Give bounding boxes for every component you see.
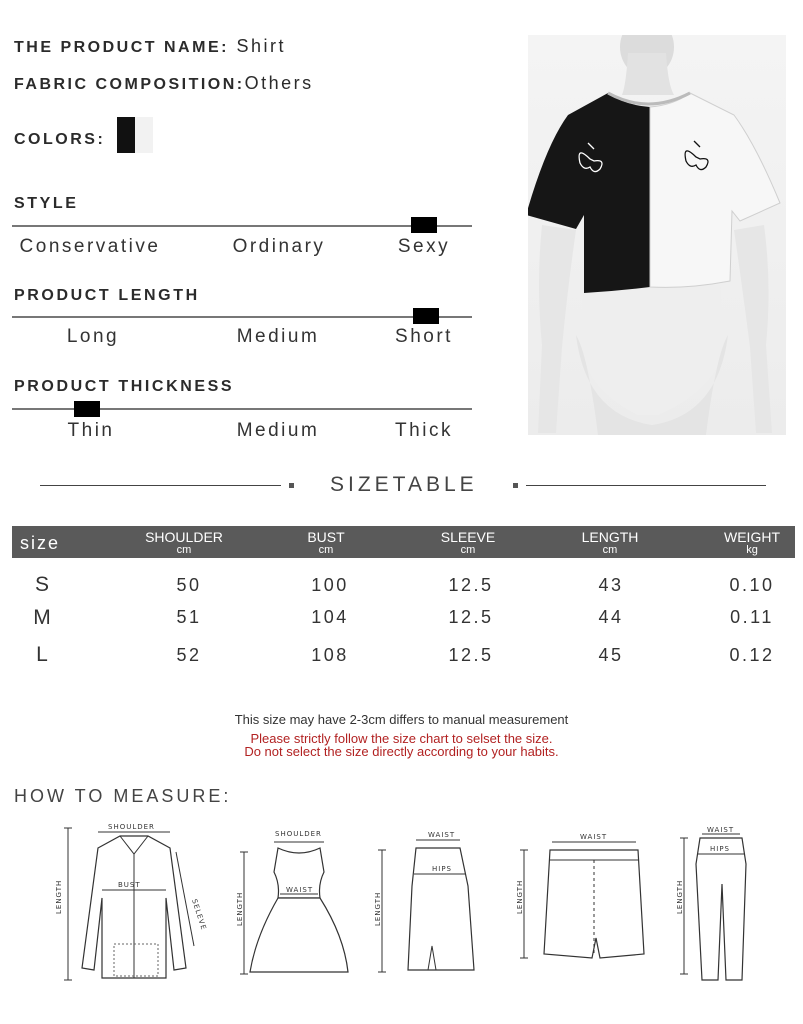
sizetable-dot-left [289,483,294,488]
table-cell-weight: 0.12 [729,645,775,665]
thickness-selected-marker [74,401,100,417]
table-cell-size: M [33,606,51,629]
shirt-length-label: LENGTH [55,879,63,914]
skirt-waist-label: WAIST [428,831,456,839]
length-option-short: Short [395,326,453,347]
thickness-option-thick: Thick [395,420,453,441]
shirt-measure-diagram [50,818,225,988]
pants-measure-diagram [672,824,782,988]
sizetable-rule-left [40,485,281,486]
dress-measure-diagram [232,824,352,988]
table-cell-shoulder: 52 [176,645,202,665]
skirt-hips-label: HIPS [432,865,452,873]
style-option-ordinary: Ordinary [232,236,326,257]
header-length: LENGTH cm [581,529,639,556]
header-bust: BUST cm [307,529,345,556]
shirt-sleeve-label: SELEVE [190,898,208,932]
shorts-waist-label: WAIST [580,833,608,841]
table-cell-length: 44 [598,607,624,627]
table-cell-size: L [36,643,48,666]
fabric-line [14,73,314,94]
mannequin-illustration [528,35,786,435]
style-scale-line [12,225,472,227]
pants-hips-label: HIPS [710,845,730,853]
dress-length-label: LENGTH [236,891,244,926]
note-follow-chart: Please strictly follow the size chart to selset the size. [250,731,553,746]
table-cell-sleeve: 12.5 [448,575,494,595]
sizetable-dot-right [513,483,518,488]
fabric-label: FABRIC COMPOSITION: [14,76,245,93]
length-selected-marker [413,308,439,324]
pants-length-label: LENGTH [676,879,684,914]
table-cell-bust: 104 [311,607,349,627]
product-photo [528,35,786,435]
length-option-long: Long [66,326,120,347]
thickness-title: PRODUCT THICKNESS [14,378,235,395]
length-option-medium: Medium [236,326,320,347]
thickness-option-thin: Thin [67,420,115,441]
table-cell-weight: 0.11 [730,607,774,627]
table-cell-length: 43 [598,575,624,595]
dress-waist-label: WAIST [286,886,314,894]
sizetable-title: SIZETABLE [330,473,478,496]
dress-shoulder-label: SHOULDER [275,830,322,838]
color-swatch-white[interactable] [135,117,153,153]
how-to-measure-title: HOW TO MEASURE: [14,786,232,806]
thickness-option-medium: Medium [236,420,320,441]
color-swatch-black[interactable] [117,117,135,153]
style-title: STYLE [14,195,79,212]
style-selected-marker [411,217,437,233]
skirt-length-label: LENGTH [374,891,382,926]
header-weight: WEIGHT kg [724,529,780,556]
fabric-value: Others [244,73,314,93]
colors-label: COLORS: [14,131,106,148]
colors-line [14,128,105,149]
header-sleeve: SLEEVE cm [440,529,496,556]
note-do-not-select: Do not select the size directly according to your habits. [244,744,559,759]
table-cell-length: 45 [598,645,624,665]
shorts-length-label: LENGTH [516,879,524,914]
table-cell-sleeve: 12.5 [448,645,494,665]
table-cell-bust: 108 [311,645,349,665]
style-option-conservative: Conservative [19,236,161,257]
table-cell-shoulder: 51 [176,607,202,627]
table-cell-shoulder: 50 [176,575,202,595]
product-name-value: Shirt [228,36,286,56]
header-shoulder: SHOULDER cm [145,529,223,556]
style-option-sexy: Sexy [397,236,451,257]
skirt-measure-diagram [370,826,480,986]
table-cell-bust: 100 [311,575,349,595]
table-cell-sleeve: 12.5 [448,607,494,627]
shirt-shoulder-label: SHOULDER [108,823,155,831]
product-name-label: THE PRODUCT NAME: [14,39,229,56]
length-scale-line [12,316,472,318]
note-measurement: This size may have 2-3cm differs to manual measurement [234,712,569,727]
header-size: size [20,533,61,553]
shirt-bust-label: BUST [118,881,141,889]
shorts-measure-diagram [512,828,662,978]
product-name-line [14,36,286,57]
length-title: PRODUCT LENGTH [14,287,200,304]
sizetable-rule-right [526,485,766,486]
sizetable-header [12,526,795,558]
pants-waist-label: WAIST [707,826,735,834]
table-cell-weight: 0.10 [729,575,775,595]
table-cell-size: S [34,573,49,596]
